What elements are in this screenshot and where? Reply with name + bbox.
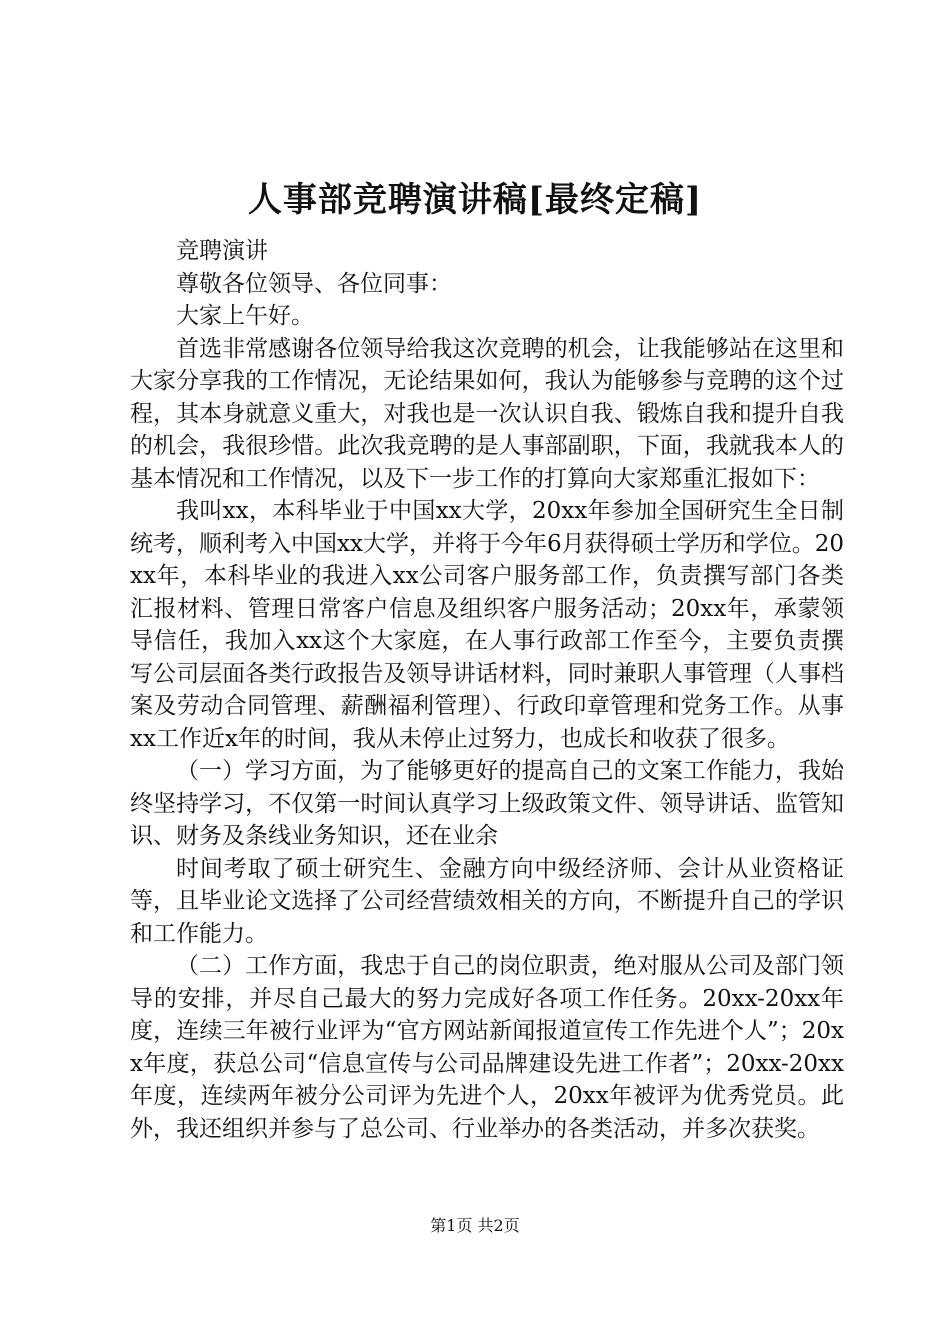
document-title: 人事部竞聘演讲稿[最终定稿] bbox=[247, 180, 703, 220]
paragraph-salutation: 尊敬各位领导、各位同事： bbox=[176, 270, 452, 297]
paragraph-intro: 首选非常感谢各位领导给我这次竞聘的机会，让我能够站在这里和大家分享我的工作情况，无论结果如何，我认为能够参与竞聘的这个过程，其本身就意义重大，对我也是一次认识自我、锻炼自我和提升自我的机会，我很珍惜。此次我竞聘的是人事部副职，下面，我就我本人的基本情况和工作情况，以及下一步工作的打算向大家郑重汇报如下： bbox=[130, 335, 844, 492]
paragraph-heading: 竞聘演讲 bbox=[176, 238, 268, 264]
page-footer: 第1页 共2页 bbox=[430, 1216, 520, 1235]
document-body bbox=[130, 235, 844, 1145]
paragraph-background: 我叫xx，本科毕业于中国xx大学，20xx年参加全国研究生全日制统考，顺利考入中国xx大学，并将于今年6月获得硕士学历和学位。20xx年，本科毕业的我进入xx公司客户服务部工作，负责撰写部门各类汇报材料、管理日常客户信息及组织客户服务活动；20xx年，承蒙领导信任，我加入xx这个大家庭，在人事行政部工作至今，主要负责撰写公司层面各类行政报告及领导讲话材料，同时兼职人事管理（人事档案及劳动合同管理、薪酬福利管理）、行政印章管理和党务工作。从事xx工作近x年的时间，我从未停止过努力，也成长和收获了很多。 bbox=[130, 498, 844, 752]
paragraph-greeting: 大家上午好。 bbox=[176, 303, 314, 329]
paragraph-study-1: （一）学习方面，为了能够更好的提高自己的文案工作能力，我始终坚持学习，不仅第一时间认真学习上级政策文件、领导讲话、监管知识、财务及条线业务知识，还在业余 bbox=[130, 758, 844, 849]
paragraph-study-2: 时间考取了硕士研究生、金融方向中级经济师、会计从业资格证等，且毕业论文选择了公司经营绩效相关的方向，不断提升自己的学识和工作能力。 bbox=[130, 855, 844, 947]
paragraph-work: （二）工作方面，我忠于自己的岗位职责，绝对服从公司及部门领导的安排，并尽自己最大的努力完成好各项工作任务。20xx-20xx年度，连续三年被行业评为“官方网站新闻报道宣传工作先进个人”；20xx年度，获总公司“信息宣传与公司品牌建设先进工作者”；20xx-20xx年度，连续两年被分公司评为先进个人，20xx年被评为优秀党员。此外，我还组织并参与了总公司、行业举办的各类活动，并多次获奖。 bbox=[130, 953, 844, 1142]
